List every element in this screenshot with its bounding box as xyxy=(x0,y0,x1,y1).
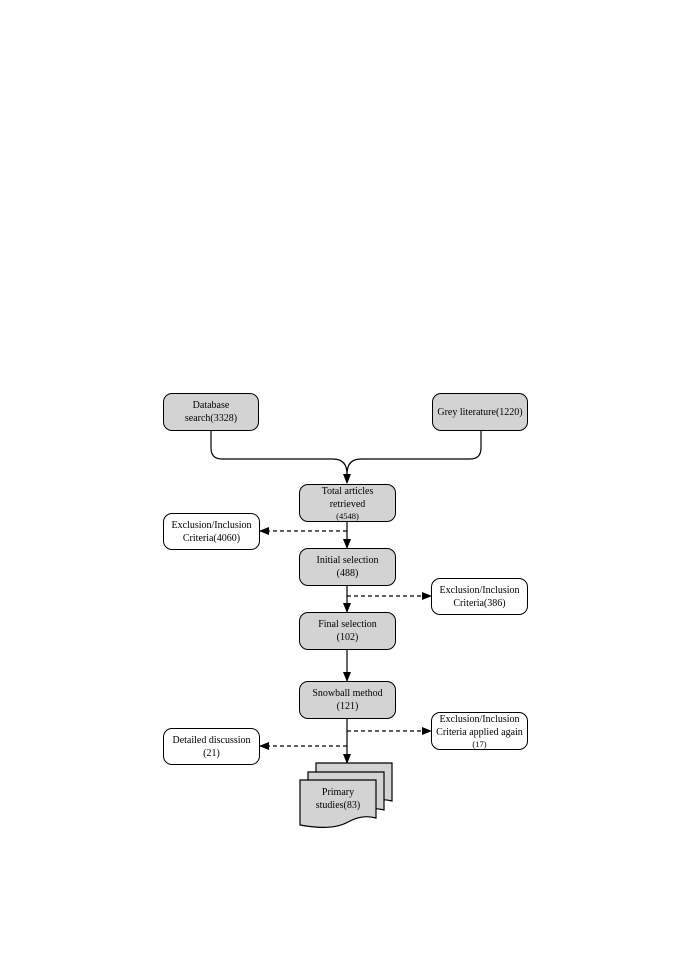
node-initial-selection: Initial selection (488) xyxy=(299,548,396,586)
node-exclusion-criteria-again: Exclusion/Inclusion Criteria applied again (17) xyxy=(431,712,528,750)
node-detailed-discussion: Detailed discussion (21) xyxy=(163,728,260,765)
edge-database-to-total xyxy=(211,430,347,483)
node-database-search: Database search(3328) xyxy=(163,393,259,431)
node-grey-literature: Grey literature(1220) xyxy=(432,393,528,431)
edge-grey-to-total xyxy=(347,430,481,474)
node-total-articles: Total articles retrieved (4548) xyxy=(299,484,396,522)
node-exclusion-criteria-4060: Exclusion/Inclusion Criteria(4060) xyxy=(163,513,260,550)
node-snowball-method: Snowball method (121) xyxy=(299,681,396,719)
node-exclusion-criteria-386: Exclusion/Inclusion Criteria(386) xyxy=(431,578,528,615)
node-final-selection: Final selection (102) xyxy=(299,612,396,650)
node-primary-studies: Primary studies(83) xyxy=(315,787,361,811)
